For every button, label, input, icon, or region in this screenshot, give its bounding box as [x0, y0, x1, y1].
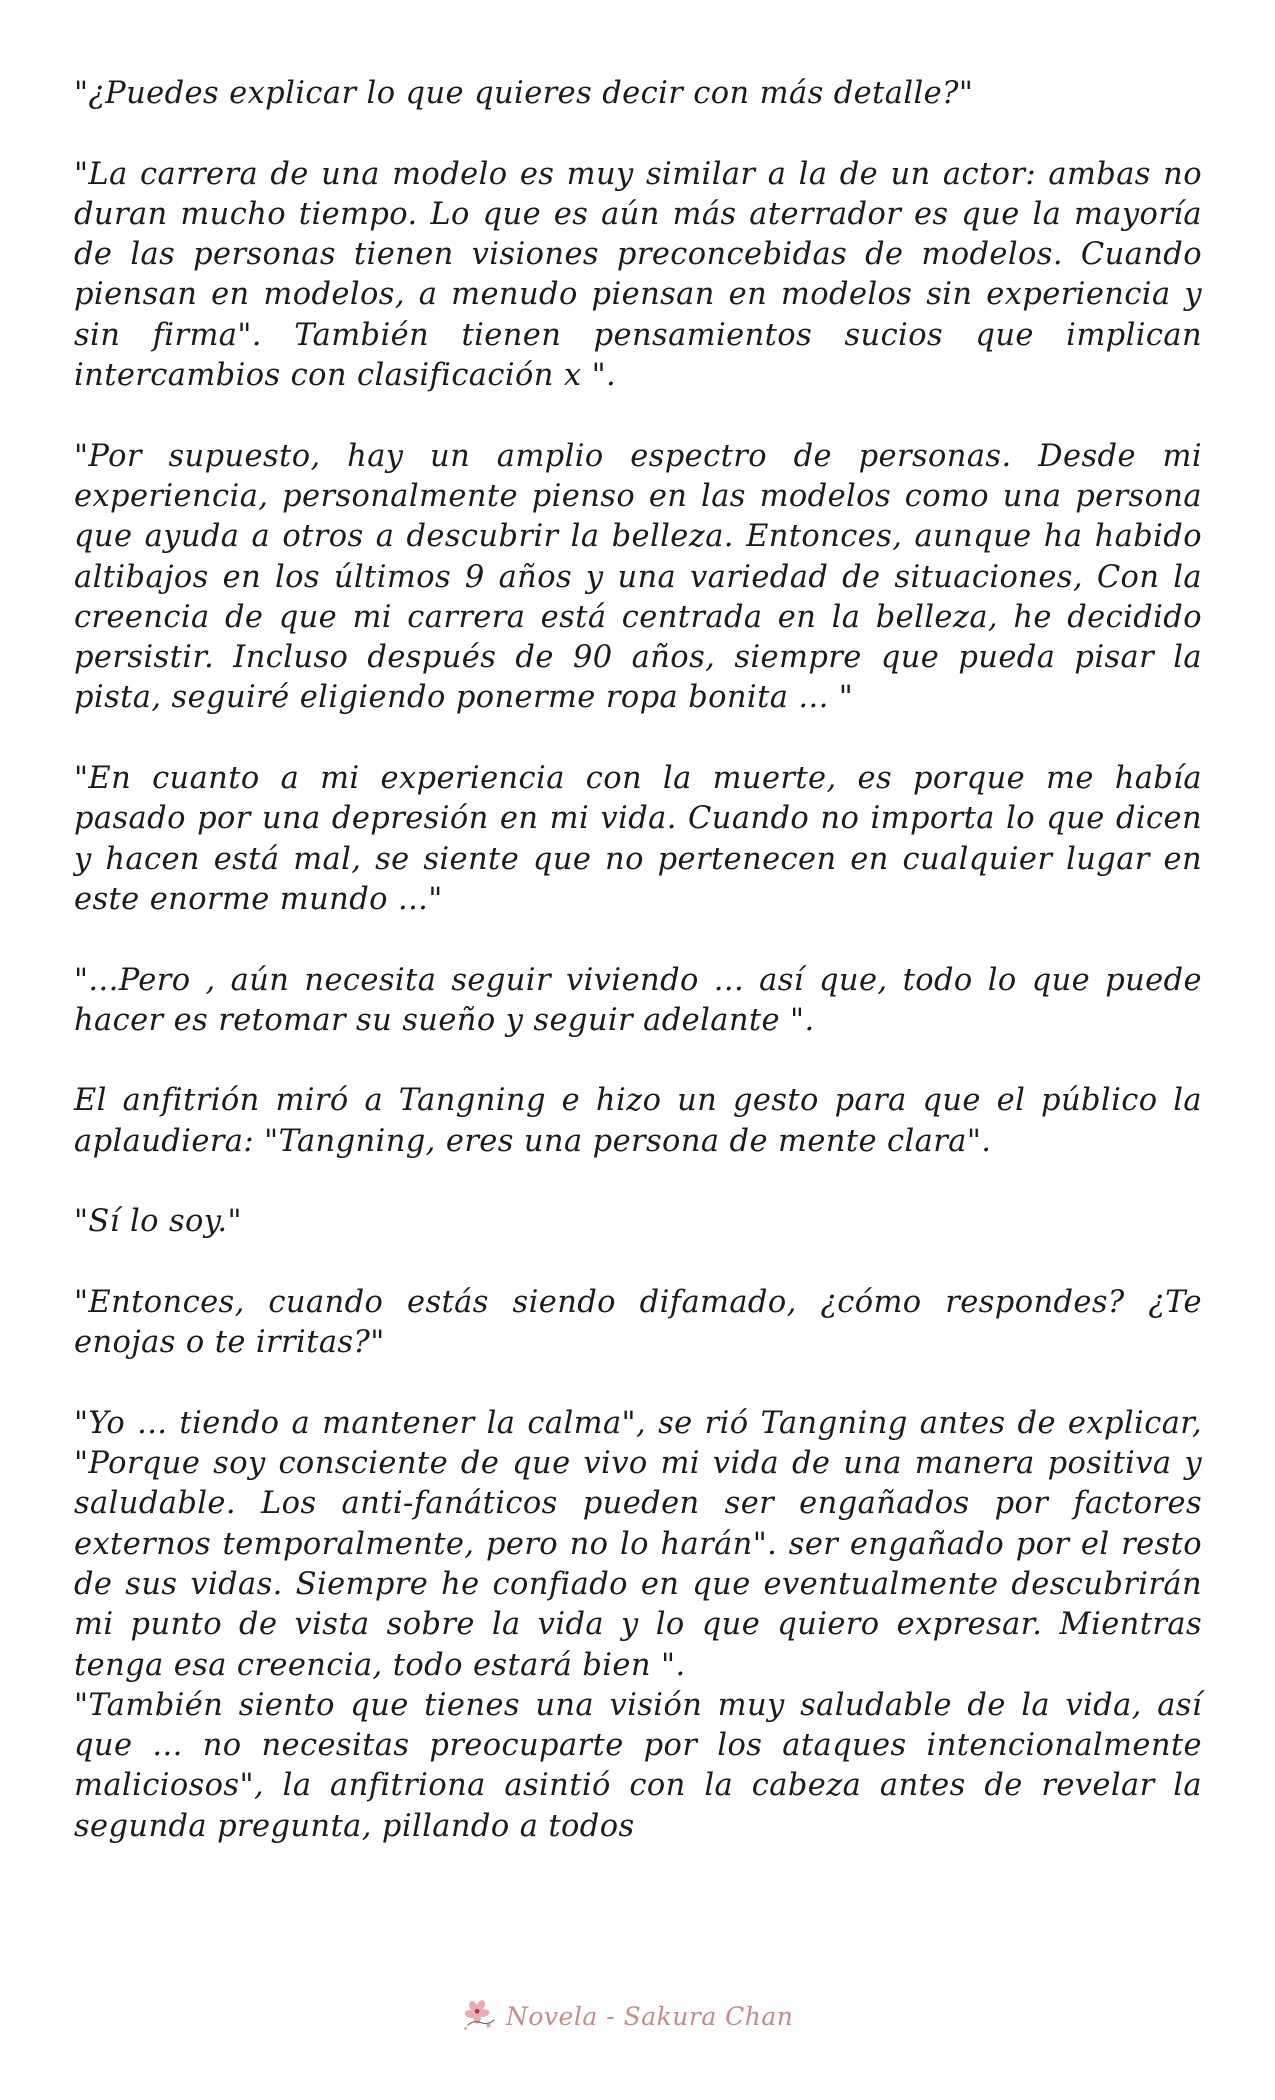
paragraph-8: "Entonces, cuando estás siendo difamado, ¿cómo respondes? ¿Te enojas o te irritas?": [74, 1284, 1202, 1361]
document-body: [74, 74, 1202, 1847]
paragraph-4: "En cuanto a mi experiencia con la muerte, es porque me había pasado por una depresión en mi vida. Cuando no importa lo que dicen y hacen está mal, se siente que no pertenecen en cualquier lugar en este enorme mundo ...": [74, 761, 1202, 917]
paragraph-6: El anfitrión miró a Tangning e hizo un gesto para que el público la aplaudiera: "Tangning, eres una persona de mente clara".: [74, 1083, 1202, 1159]
paragraph-3: "Por supuesto, hay un amplio espectro de personas. Desde mi experiencia, personalmente pienso en las modelos como una persona que ayuda a otros a descubrir la belleza. Entonces, aunque ha habido altibajos en los últimos 9 años y una variedad de situaciones, Con la creencia de que mi carrera está centrada en la belleza, he decidido persistir. Incluso después de 90 años, siempre que pueda pisar la pista, seguiré eligiendo ponerme ropa bonita ... ": [74, 438, 1202, 716]
watermark: [460, 1996, 793, 2036]
sakura-flower-icon: [460, 1997, 498, 2035]
paragraph-10: "También siento que tienes una visión muy saludable de la vida, así que ... no necesitas preocuparte por los ataques intencionalmente maliciosos", la anfitriona asintió con la cabeza antes de revelar la segunda pregunta, pillando a todos: [74, 1687, 1202, 1844]
paragraph-1: "¿Puedes explicar lo que quieres decir con más detalle?": [74, 76, 974, 111]
paragraph-5: "...Pero , aún necesita seguir viviendo ... así que, todo lo que puede hacer es retomar su sueño y seguir adelante ".: [74, 962, 1202, 1038]
paragraph-7: "Sí lo soy.": [74, 1204, 242, 1240]
paragraph-2: "La carrera de una modelo es muy similar a la de un actor: ambas no duran mucho tiempo. Lo que es aún más aterrador es que la mayoría de las personas tienen visiones preconcebidas de modelos. Cuando piensan en modelos, a menudo piensan en modelos sin experiencia y sin firma". También tienen pensamientos sucios que implican intercambios con clasificación x ".: [74, 156, 1202, 394]
watermark-text: Novela - Sakura Chan: [506, 2001, 794, 2031]
paragraph-9: "Yo ... tiendo a mantener la calma", se rió Tangning antes de explicar, "Porque soy consciente de que vivo mi vida de una manera positiva y saludable. Los anti-fanáticos pueden ser engañados por factores externos temporalmente, pero no lo harán". ser engañado por el resto de sus vidas. Siempre he confiado en que eventualmente descubrirán mi punto de vista sobre la vida y lo que quiero expresar. Mientras tenga esa creencia, todo estará bien ".: [74, 1405, 1202, 1683]
